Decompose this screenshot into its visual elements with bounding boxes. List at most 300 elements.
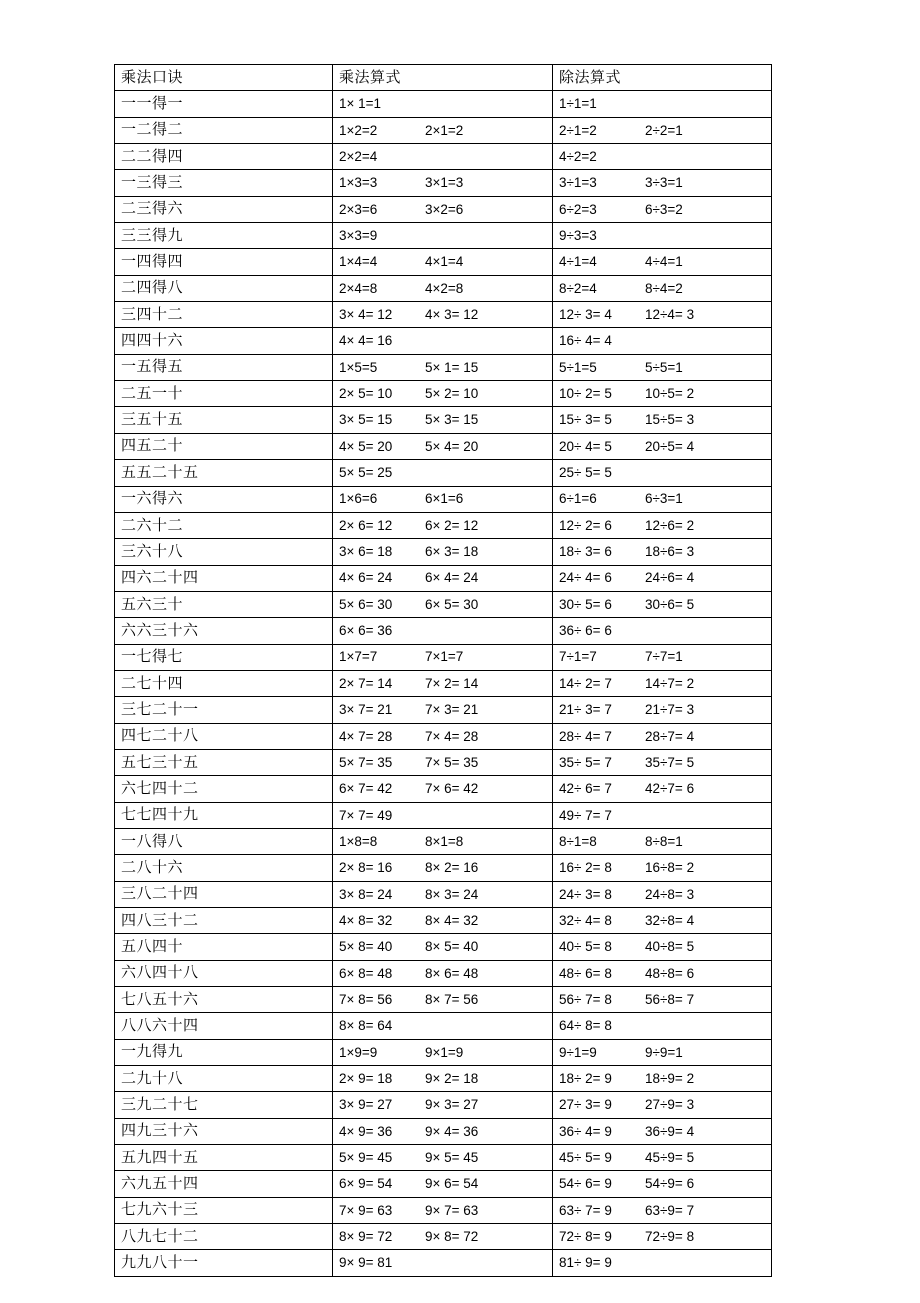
cell-multiplication xyxy=(333,328,553,354)
division-expressions xyxy=(559,756,771,770)
table-row xyxy=(115,591,772,617)
multiplication-expression-primary: 2× 6= 12 xyxy=(339,517,393,533)
division-expression-secondary: 12÷4= 3 xyxy=(645,307,695,323)
cell-multiplication xyxy=(333,302,553,328)
cell-division xyxy=(553,1013,772,1039)
formula-text: 一三得三 xyxy=(121,175,184,192)
table-row xyxy=(115,855,772,881)
division-expression-primary: 72÷ 8= 9 xyxy=(559,1229,612,1245)
multiplication-expressions xyxy=(339,1177,552,1191)
multiplication-expression-secondary: 8×1=8 xyxy=(425,833,464,849)
table-row xyxy=(115,354,772,380)
cell-division xyxy=(553,1224,772,1250)
table-row xyxy=(115,1039,772,1065)
cell-multiplication xyxy=(333,354,553,380)
cell-formula xyxy=(115,802,333,828)
table-row xyxy=(115,1171,772,1197)
formula-text: 一二得二 xyxy=(121,122,184,139)
multiplication-expression-secondary: 9× 3= 27 xyxy=(425,1097,479,1113)
multiplication-expression-primary: 4× 9= 36 xyxy=(339,1123,393,1139)
division-expressions xyxy=(559,650,771,664)
table-row xyxy=(115,328,772,354)
multiplication-expression-secondary: 6×1=6 xyxy=(425,491,464,507)
division-expressions xyxy=(559,1177,771,1191)
division-expression-primary: 18÷ 3= 6 xyxy=(559,544,612,560)
multiplication-expressions xyxy=(339,1072,552,1086)
multiplication-expression-primary: 4× 6= 24 xyxy=(339,570,393,586)
division-expression-secondary: 40÷8= 5 xyxy=(645,939,695,955)
cell-multiplication xyxy=(333,249,553,275)
formula-text: 一五得五 xyxy=(121,359,184,376)
cell-multiplication xyxy=(333,460,553,486)
multiplication-expression-primary: 1×9=9 xyxy=(339,1044,378,1060)
table-row xyxy=(115,987,772,1013)
multiplication-expression-secondary: 9× 5= 45 xyxy=(425,1150,479,1166)
cell-division xyxy=(553,855,772,881)
multiplication-expression-secondary: 6× 5= 30 xyxy=(425,596,479,612)
division-expression-primary: 4÷2=2 xyxy=(559,148,597,164)
formula-text: 五七三十五 xyxy=(121,754,199,771)
cell-formula xyxy=(115,539,333,565)
cell-division xyxy=(553,196,772,222)
cell-formula xyxy=(115,407,333,433)
column-header-multiplication-label: 乘法算式 xyxy=(339,69,402,86)
table-row xyxy=(115,249,772,275)
cell-multiplication xyxy=(333,1250,553,1276)
multiplication-expressions xyxy=(339,387,552,401)
cell-division xyxy=(553,1197,772,1223)
cell-multiplication xyxy=(333,828,553,854)
multiplication-expression-primary: 5× 9= 45 xyxy=(339,1150,393,1166)
multiplication-expression-primary: 1×3=3 xyxy=(339,175,378,191)
multiplication-expression-primary: 4× 8= 32 xyxy=(339,912,393,928)
multiplication-expression-secondary: 7× 4= 28 xyxy=(425,728,479,744)
table-row xyxy=(115,1013,772,1039)
division-expression-primary: 10÷ 2= 5 xyxy=(559,386,612,402)
multiplication-expression-secondary: 4×2=8 xyxy=(425,280,464,296)
division-expression-secondary: 7÷7=1 xyxy=(645,649,683,665)
cell-formula xyxy=(115,1197,333,1223)
division-expression-secondary: 15÷5= 3 xyxy=(645,412,695,428)
multiplication-expression-secondary: 5× 2= 10 xyxy=(425,386,479,402)
cell-multiplication xyxy=(333,618,553,644)
division-expression-secondary: 9÷9=1 xyxy=(645,1044,683,1060)
cell-multiplication xyxy=(333,644,553,670)
multiplication-expression-secondary: 2×1=2 xyxy=(425,122,464,138)
multiplication-expression-primary: 2×2=4 xyxy=(339,148,378,164)
multiplication-expression-primary: 2× 8= 16 xyxy=(339,860,393,876)
multiplication-expression-secondary: 8× 3= 24 xyxy=(425,886,479,902)
formula-text: 六八四十八 xyxy=(121,965,199,982)
cell-formula xyxy=(115,1092,333,1118)
multiplication-expression-primary: 3× 8= 24 xyxy=(339,886,393,902)
multiplication-expression-primary: 3×3=9 xyxy=(339,227,378,243)
multiplication-table-container xyxy=(114,64,771,1277)
division-expressions xyxy=(559,229,771,243)
formula-text: 六七四十二 xyxy=(121,780,199,797)
cell-multiplication xyxy=(333,1224,553,1250)
formula-text: 八九七十二 xyxy=(121,1228,199,1245)
cell-formula xyxy=(115,723,333,749)
table-row xyxy=(115,196,772,222)
multiplication-expressions xyxy=(339,334,552,348)
cell-division xyxy=(553,460,772,486)
division-expressions xyxy=(559,940,771,954)
multiplication-expression-secondary: 5× 3= 15 xyxy=(425,412,479,428)
division-expression-primary: 64÷ 8= 8 xyxy=(559,1018,612,1034)
division-expression-secondary: 56÷8= 7 xyxy=(645,991,695,1007)
formula-text: 三九二十七 xyxy=(121,1097,199,1114)
table-row xyxy=(115,512,772,538)
cell-division xyxy=(553,828,772,854)
division-expressions xyxy=(559,492,771,506)
cell-division xyxy=(553,275,772,301)
cell-formula xyxy=(115,670,333,696)
multiplication-expressions xyxy=(339,1230,552,1244)
cell-formula xyxy=(115,1118,333,1144)
formula-text: 七八五十六 xyxy=(121,991,199,1008)
cell-formula xyxy=(115,697,333,723)
formula-text: 一一得一 xyxy=(121,96,184,113)
column-header-formula xyxy=(115,65,333,91)
multiplication-expression-primary: 7× 7= 49 xyxy=(339,807,393,823)
cell-division xyxy=(553,407,772,433)
table-row xyxy=(115,802,772,828)
division-expression-secondary: 24÷6= 4 xyxy=(645,570,695,586)
multiplication-expression-primary: 1×2=2 xyxy=(339,122,378,138)
multiplication-expressions xyxy=(339,703,552,717)
multiplication-expression-secondary: 7× 3= 21 xyxy=(425,702,479,718)
multiplication-expression-primary: 3× 5= 15 xyxy=(339,412,393,428)
multiplication-expressions xyxy=(339,809,552,823)
cell-multiplication xyxy=(333,802,553,828)
multiplication-expressions xyxy=(339,650,552,664)
division-expressions xyxy=(559,1019,771,1033)
formula-text: 一四得四 xyxy=(121,254,184,271)
multiplication-expression-secondary: 9× 8= 72 xyxy=(425,1229,479,1245)
multiplication-expression-secondary: 7× 6= 42 xyxy=(425,781,479,797)
division-expressions xyxy=(559,1256,771,1270)
multiplication-expressions xyxy=(339,1151,552,1165)
cell-multiplication xyxy=(333,1145,553,1171)
division-expressions xyxy=(559,124,771,138)
multiplication-expression-secondary: 4× 3= 12 xyxy=(425,307,479,323)
multiplication-expression-primary: 9× 9= 81 xyxy=(339,1255,393,1271)
cell-formula xyxy=(115,275,333,301)
cell-division xyxy=(553,934,772,960)
division-expression-secondary: 42÷7= 6 xyxy=(645,781,695,797)
formula-text: 二四得八 xyxy=(121,280,184,297)
formula-text: 三六十八 xyxy=(121,543,184,560)
cell-multiplication xyxy=(333,591,553,617)
division-expression-secondary: 32÷8= 4 xyxy=(645,912,695,928)
division-expression-primary: 81÷ 9= 9 xyxy=(559,1255,612,1271)
division-expression-secondary: 2÷2=1 xyxy=(645,122,683,138)
formula-text: 六九五十四 xyxy=(121,1176,199,1193)
formula-text: 三三得九 xyxy=(121,227,184,244)
multiplication-expression-secondary: 8× 7= 56 xyxy=(425,991,479,1007)
multiplication-expressions xyxy=(339,203,552,217)
cell-division xyxy=(553,565,772,591)
cell-division xyxy=(553,433,772,459)
cell-division xyxy=(553,802,772,828)
division-expressions xyxy=(559,466,771,480)
formula-text: 六六三十六 xyxy=(121,622,199,639)
division-expression-primary: 9÷1=9 xyxy=(559,1044,597,1060)
multiplication-expressions xyxy=(339,519,552,533)
division-expressions xyxy=(559,203,771,217)
division-expression-secondary: 20÷5= 4 xyxy=(645,438,695,454)
cell-formula xyxy=(115,91,333,117)
formula-text: 七九六十三 xyxy=(121,1202,199,1219)
formula-text: 四四十六 xyxy=(121,333,184,350)
table-header-row xyxy=(115,65,772,91)
cell-formula xyxy=(115,1145,333,1171)
division-expressions xyxy=(559,914,771,928)
cell-formula xyxy=(115,1039,333,1065)
table-row xyxy=(115,565,772,591)
division-expression-secondary: 54÷9= 6 xyxy=(645,1176,695,1192)
table-row xyxy=(115,1224,772,1250)
division-expression-primary: 24÷ 3= 8 xyxy=(559,886,612,902)
multiplication-expressions xyxy=(339,571,552,585)
table-row xyxy=(115,144,772,170)
cell-division xyxy=(553,618,772,644)
division-expression-secondary: 10÷5= 2 xyxy=(645,386,695,402)
multiplication-expression-primary: 2× 7= 14 xyxy=(339,675,393,691)
division-expression-primary: 42÷ 6= 7 xyxy=(559,781,612,797)
column-header-division-label: 除法算式 xyxy=(559,69,622,86)
cell-division xyxy=(553,223,772,249)
table-row xyxy=(115,302,772,328)
multiplication-expression-primary: 1×5=5 xyxy=(339,359,378,375)
cell-division xyxy=(553,302,772,328)
division-expressions xyxy=(559,993,771,1007)
cell-division xyxy=(553,1092,772,1118)
division-expression-primary: 2÷1=2 xyxy=(559,122,597,138)
multiplication-expressions xyxy=(339,967,552,981)
cell-multiplication xyxy=(333,486,553,512)
division-expression-primary: 32÷ 4= 8 xyxy=(559,912,612,928)
cell-formula xyxy=(115,117,333,143)
cell-multiplication xyxy=(333,91,553,117)
table-row xyxy=(115,723,772,749)
multiplication-expressions xyxy=(339,361,552,375)
division-expression-primary: 21÷ 3= 7 xyxy=(559,702,612,718)
cell-division xyxy=(553,1145,772,1171)
formula-text: 三四十二 xyxy=(121,306,184,323)
cell-division xyxy=(553,960,772,986)
division-expressions xyxy=(559,967,771,981)
cell-formula xyxy=(115,1250,333,1276)
division-expressions xyxy=(559,888,771,902)
formula-text: 二九十八 xyxy=(121,1070,184,1087)
division-expression-primary: 63÷ 7= 9 xyxy=(559,1202,612,1218)
formula-text: 四六二十四 xyxy=(121,570,199,587)
division-expression-primary: 6÷2=3 xyxy=(559,201,597,217)
cell-multiplication xyxy=(333,1197,553,1223)
multiplication-expression-secondary: 8× 2= 16 xyxy=(425,860,479,876)
cell-multiplication xyxy=(333,1066,553,1092)
table-row xyxy=(115,960,772,986)
multiplication-expressions xyxy=(339,124,552,138)
multiplication-expression-primary: 2× 9= 18 xyxy=(339,1070,393,1086)
table-row xyxy=(115,670,772,696)
multiplication-expressions xyxy=(339,677,552,691)
multiplication-expression-primary: 2× 5= 10 xyxy=(339,386,393,402)
division-expressions xyxy=(559,703,771,717)
cell-division xyxy=(553,908,772,934)
division-expressions xyxy=(559,545,771,559)
multiplication-expressions xyxy=(339,282,552,296)
division-expressions xyxy=(559,677,771,691)
division-expression-primary: 16÷ 4= 4 xyxy=(559,333,612,349)
multiplication-expression-primary: 1×7=7 xyxy=(339,649,378,665)
division-expression-primary: 54÷ 6= 9 xyxy=(559,1176,612,1192)
table-row xyxy=(115,275,772,301)
cell-division xyxy=(553,249,772,275)
multiplication-expressions xyxy=(339,782,552,796)
division-expressions xyxy=(559,150,771,164)
cell-multiplication xyxy=(333,1039,553,1065)
table-row xyxy=(115,697,772,723)
cell-multiplication xyxy=(333,960,553,986)
cell-division xyxy=(553,1250,772,1276)
multiplication-expression-primary: 4× 7= 28 xyxy=(339,728,393,744)
table-row xyxy=(115,486,772,512)
cell-division xyxy=(553,170,772,196)
multiplication-expression-primary: 5× 5= 25 xyxy=(339,465,393,481)
multiplication-expression-primary: 1×4=4 xyxy=(339,254,378,270)
division-expression-primary: 12÷ 3= 4 xyxy=(559,307,612,323)
table-row xyxy=(115,934,772,960)
multiplication-expression-primary: 3× 9= 27 xyxy=(339,1097,393,1113)
division-expressions xyxy=(559,255,771,269)
division-expressions xyxy=(559,730,771,744)
table-row xyxy=(115,91,772,117)
cell-multiplication xyxy=(333,1092,553,1118)
formula-text: 二二得四 xyxy=(121,148,184,165)
multiplication-expressions xyxy=(339,492,552,506)
division-expression-secondary: 24÷8= 3 xyxy=(645,886,695,902)
cell-formula xyxy=(115,828,333,854)
division-expression-primary: 20÷ 4= 5 xyxy=(559,438,612,454)
division-expression-primary: 12÷ 2= 6 xyxy=(559,517,612,533)
formula-text: 三五十五 xyxy=(121,412,184,429)
division-expression-primary: 9÷3=3 xyxy=(559,227,597,243)
cell-division xyxy=(553,117,772,143)
division-expressions xyxy=(559,282,771,296)
division-expression-secondary: 30÷6= 5 xyxy=(645,596,695,612)
multiplication-expression-primary: 5× 6= 30 xyxy=(339,596,393,612)
cell-division xyxy=(553,1066,772,1092)
cell-division xyxy=(553,144,772,170)
multiplication-expression-primary: 2×3=6 xyxy=(339,201,378,217)
table-row xyxy=(115,407,772,433)
cell-formula xyxy=(115,987,333,1013)
cell-multiplication xyxy=(333,433,553,459)
division-expression-primary: 4÷1=4 xyxy=(559,254,597,270)
table-row xyxy=(115,1066,772,1092)
cell-multiplication xyxy=(333,855,553,881)
division-expression-secondary: 45÷9= 5 xyxy=(645,1150,695,1166)
cell-formula xyxy=(115,170,333,196)
multiplication-expressions xyxy=(339,730,552,744)
cell-formula xyxy=(115,618,333,644)
cell-multiplication xyxy=(333,196,553,222)
division-expression-primary: 27÷ 3= 9 xyxy=(559,1097,612,1113)
multiplication-expression-secondary: 9× 4= 36 xyxy=(425,1123,479,1139)
division-expressions xyxy=(559,413,771,427)
division-expression-primary: 56÷ 7= 8 xyxy=(559,991,612,1007)
cell-division xyxy=(553,987,772,1013)
table-row xyxy=(115,1118,772,1144)
cell-division xyxy=(553,328,772,354)
division-expression-secondary: 28÷7= 4 xyxy=(645,728,695,744)
division-expressions xyxy=(559,1072,771,1086)
division-expression-secondary: 14÷7= 2 xyxy=(645,675,695,691)
division-expression-secondary: 6÷3=1 xyxy=(645,491,683,507)
division-expressions xyxy=(559,598,771,612)
cell-formula xyxy=(115,855,333,881)
cell-formula xyxy=(115,144,333,170)
table-row xyxy=(115,618,772,644)
multiplication-expressions xyxy=(339,598,552,612)
cell-multiplication xyxy=(333,407,553,433)
multiplication-expressions xyxy=(339,150,552,164)
division-expression-primary: 7÷1=7 xyxy=(559,649,597,665)
multiplication-expression-primary: 6× 8= 48 xyxy=(339,965,393,981)
division-expression-secondary: 18÷6= 3 xyxy=(645,544,695,560)
division-expression-secondary: 27÷9= 3 xyxy=(645,1097,695,1113)
multiplication-expression-secondary: 8× 5= 40 xyxy=(425,939,479,955)
division-expressions xyxy=(559,624,771,638)
multiplication-expression-secondary: 9× 7= 63 xyxy=(425,1202,479,1218)
division-expression-secondary: 16÷8= 2 xyxy=(645,860,695,876)
formula-text: 五六三十 xyxy=(121,596,184,613)
cell-multiplication xyxy=(333,170,553,196)
multiplication-expressions xyxy=(339,1204,552,1218)
multiplication-expression-primary: 6× 6= 36 xyxy=(339,623,393,639)
cell-division xyxy=(553,697,772,723)
multiplication-expressions xyxy=(339,1256,552,1270)
formula-text: 二六十二 xyxy=(121,517,184,534)
division-expression-primary: 36÷ 6= 6 xyxy=(559,623,612,639)
multiplication-expression-secondary: 9× 6= 54 xyxy=(425,1176,479,1192)
cell-division xyxy=(553,1171,772,1197)
cell-multiplication xyxy=(333,749,553,775)
division-expression-primary: 30÷ 5= 6 xyxy=(559,596,612,612)
table-row xyxy=(115,223,772,249)
formula-text: 一九得九 xyxy=(121,1044,184,1061)
multiplication-expressions xyxy=(339,466,552,480)
table-row xyxy=(115,1250,772,1276)
division-expression-secondary: 3÷3=1 xyxy=(645,175,683,191)
table-header xyxy=(115,65,772,91)
table-row xyxy=(115,749,772,775)
cell-formula xyxy=(115,223,333,249)
division-expression-primary: 15÷ 3= 5 xyxy=(559,412,612,428)
division-expression-primary: 8÷1=8 xyxy=(559,833,597,849)
formula-text: 八八六十四 xyxy=(121,1018,199,1035)
division-expressions xyxy=(559,387,771,401)
cell-division xyxy=(553,776,772,802)
cell-formula xyxy=(115,776,333,802)
multiplication-expressions xyxy=(339,756,552,770)
cell-formula xyxy=(115,512,333,538)
multiplication-expression-primary: 8× 8= 64 xyxy=(339,1018,393,1034)
table-row xyxy=(115,1145,772,1171)
